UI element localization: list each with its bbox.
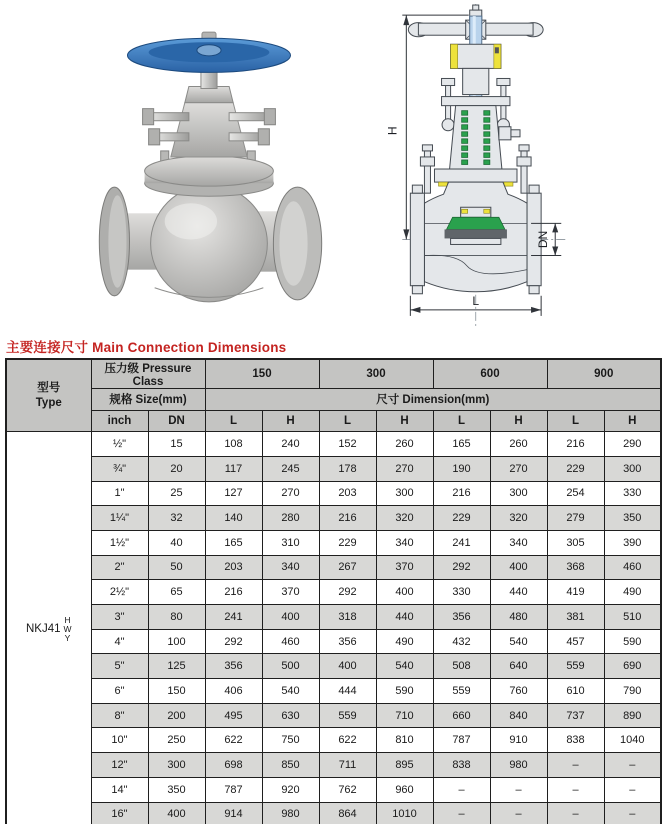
table-cell: 1040: [604, 728, 661, 753]
table-cell: 165: [205, 530, 262, 555]
table-cell: 559: [319, 703, 376, 728]
table-cell: 229: [319, 530, 376, 555]
header-row-3: [6, 410, 661, 432]
yoke-photo: [143, 64, 276, 157]
table-cell: 710: [376, 703, 433, 728]
table-cell: 622: [319, 728, 376, 753]
col-l-300: L: [319, 410, 376, 432]
table-cell: 381: [547, 605, 604, 630]
packing-chamber: [450, 106, 520, 169]
table-cell: 432: [433, 629, 490, 654]
table-cell: 510: [604, 605, 661, 630]
table-cell: 300: [376, 481, 433, 506]
table-cell: 50: [148, 555, 205, 580]
table-row: [6, 481, 661, 506]
table-cell: 910: [490, 728, 547, 753]
table-cell: 980: [262, 802, 319, 824]
table-cell: 20: [148, 456, 205, 481]
table-cell: 356: [433, 605, 490, 630]
table-cell: 590: [604, 629, 661, 654]
table-cell: 760: [490, 679, 547, 704]
table-cell: 260: [490, 432, 547, 457]
table-cell: 178: [319, 456, 376, 481]
class-600-header: 600: [433, 359, 547, 389]
table-cell: –: [547, 753, 604, 778]
valve-drawing: [368, 0, 670, 332]
dim-h-label: H: [385, 126, 400, 136]
handwheel-photo: [127, 32, 290, 72]
table-cell: 980: [490, 753, 547, 778]
table-cell: 838: [433, 753, 490, 778]
table-cell: 216: [205, 580, 262, 605]
table-cell: 229: [547, 456, 604, 481]
table-cell: 12": [91, 753, 148, 778]
table-cell: 245: [262, 456, 319, 481]
table-cell: 840: [490, 703, 547, 728]
table-cell: 4": [91, 629, 148, 654]
table-cell: –: [604, 753, 661, 778]
table-cell: 340: [262, 555, 319, 580]
table-cell: 400: [148, 802, 205, 824]
table-row: [6, 654, 661, 679]
table-cell: 292: [433, 555, 490, 580]
table-cell: 890: [604, 703, 661, 728]
table-cell: –: [547, 777, 604, 802]
table-cell: 444: [319, 679, 376, 704]
table-cell: 290: [604, 432, 661, 457]
table-cell: 300: [604, 456, 661, 481]
table-row: [6, 456, 661, 481]
table-cell: 300: [490, 481, 547, 506]
table-cell: 440: [376, 605, 433, 630]
table-cell: 340: [490, 530, 547, 555]
table-cell: 65: [148, 580, 205, 605]
table-cell: 203: [319, 481, 376, 506]
table-cell: 216: [547, 432, 604, 457]
table-cell: 500: [262, 654, 319, 679]
col-l-600: L: [433, 410, 490, 432]
table-cell: 495: [205, 703, 262, 728]
table-cell: –: [547, 802, 604, 824]
table-cell: 140: [205, 506, 262, 531]
table-row: [6, 506, 661, 531]
table-cell: 310: [262, 530, 319, 555]
table-cell: 460: [262, 629, 319, 654]
table-cell: 14": [91, 777, 148, 802]
table-cell: 216: [319, 506, 376, 531]
table-cell: 390: [604, 530, 661, 555]
class-900-header: 900: [547, 359, 661, 389]
table-cell: 270: [262, 481, 319, 506]
table-cell: 490: [604, 580, 661, 605]
table-cell: 640: [490, 654, 547, 679]
table-cell: 787: [205, 777, 262, 802]
table-cell: 190: [433, 456, 490, 481]
dim-dn-label: DN: [536, 230, 551, 249]
table-cell: 400: [376, 580, 433, 605]
table-cell: 540: [262, 679, 319, 704]
table-cell: –: [433, 777, 490, 802]
col-inch: inch: [91, 410, 148, 432]
col-l-150: L: [205, 410, 262, 432]
table-cell: 914: [205, 802, 262, 824]
table-cell: 356: [319, 629, 376, 654]
table-cell: 10": [91, 728, 148, 753]
table-cell: 460: [604, 555, 661, 580]
valve-drawing-svg: [368, 0, 670, 332]
dimensions-table: [5, 358, 662, 824]
table-cell: 559: [433, 679, 490, 704]
table-cell: 630: [262, 703, 319, 728]
table-cell: 279: [547, 506, 604, 531]
table-cell: 787: [433, 728, 490, 753]
table-cell: 6": [91, 679, 148, 704]
table-cell: 350: [148, 777, 205, 802]
table-cell: 305: [547, 530, 604, 555]
table-row: [6, 580, 661, 605]
table-cell: 330: [604, 481, 661, 506]
figures-section: [0, 0, 670, 334]
table-cell: 260: [376, 432, 433, 457]
table-cell: 32: [148, 506, 205, 531]
col-h-300: H: [376, 410, 433, 432]
table-cell: 350: [604, 506, 661, 531]
table-cell: 292: [205, 629, 262, 654]
table-cell: 3": [91, 605, 148, 630]
table-cell: 750: [262, 728, 319, 753]
table-cell: 165: [433, 432, 490, 457]
table-cell: 368: [547, 555, 604, 580]
col-h-900: H: [604, 410, 661, 432]
table-cell: –: [490, 777, 547, 802]
table-row: [6, 555, 661, 580]
table-cell: 40: [148, 530, 205, 555]
table-cell: 125: [148, 654, 205, 679]
table-row: [6, 703, 661, 728]
pressure-class-header: 压力级 Pressure Class: [91, 359, 205, 389]
table-cell: 660: [433, 703, 490, 728]
table-cell: –: [490, 802, 547, 824]
table-row: [6, 530, 661, 555]
table-cell: 850: [262, 753, 319, 778]
table-cell: 711: [319, 753, 376, 778]
col-l-900: L: [547, 410, 604, 432]
table-cell: 300: [148, 753, 205, 778]
type-model-suffixes: H W Y: [63, 614, 72, 643]
table-cell: 254: [547, 481, 604, 506]
table-cell: 400: [262, 605, 319, 630]
table-cell: 540: [376, 654, 433, 679]
table-cell: 406: [205, 679, 262, 704]
table-cell: 419: [547, 580, 604, 605]
type-header: [6, 359, 91, 432]
table-cell: 1010: [376, 802, 433, 824]
col-h-150: H: [262, 410, 319, 432]
table-cell: 2½": [91, 580, 148, 605]
table-row: [6, 679, 661, 704]
valve-photo-svg: [84, 4, 336, 326]
table-cell: 508: [433, 654, 490, 679]
table-cell: 229: [433, 506, 490, 531]
table-cell: 5": [91, 654, 148, 679]
table-cell: 15: [148, 432, 205, 457]
table-cell: 920: [262, 777, 319, 802]
table-cell: 490: [376, 629, 433, 654]
table-cell: 370: [262, 580, 319, 605]
table-cell: 250: [148, 728, 205, 753]
table-cell: ¾": [91, 456, 148, 481]
table-cell: –: [433, 802, 490, 824]
table-cell: 320: [490, 506, 547, 531]
table-row: [6, 629, 661, 654]
valve-body-photo: [99, 183, 321, 302]
table-cell: 1¼": [91, 506, 148, 531]
class-150-header: 150: [205, 359, 319, 389]
dim-l-label: L: [472, 293, 480, 308]
table-cell: 356: [205, 654, 262, 679]
table-cell: 864: [319, 802, 376, 824]
type-model-code: NKJ41: [25, 623, 61, 636]
table-cell: 810: [376, 728, 433, 753]
table-row: [6, 753, 661, 778]
table-cell: 100: [148, 629, 205, 654]
table-cell: 270: [490, 456, 547, 481]
table-cell: 1½": [91, 530, 148, 555]
table-cell: 241: [205, 605, 262, 630]
type-model-cell: [6, 432, 91, 824]
dimension-header: 尺寸 Dimension(mm): [205, 389, 661, 411]
table-cell: 241: [433, 530, 490, 555]
table-cell: –: [604, 802, 661, 824]
table-cell: 737: [547, 703, 604, 728]
table-cell: 152: [319, 432, 376, 457]
table-row: [6, 605, 661, 630]
table-cell: 270: [376, 456, 433, 481]
table-cell: 25: [148, 481, 205, 506]
type-header-zh: 型号: [37, 382, 61, 395]
table-cell: 540: [490, 629, 547, 654]
table-cell: 698: [205, 753, 262, 778]
yoke-bushing: [451, 44, 501, 94]
table-cell: –: [604, 777, 661, 802]
table-cell: 292: [319, 580, 376, 605]
table-cell: 2": [91, 555, 148, 580]
table-cell: 838: [547, 728, 604, 753]
table-cell: 108: [205, 432, 262, 457]
table-cell: 203: [205, 555, 262, 580]
table-cell: 267: [319, 555, 376, 580]
section-heading: 主要连接尺寸 Main Connection Dimensions: [6, 340, 287, 355]
table-cell: 440: [490, 580, 547, 605]
table-cell: 610: [547, 679, 604, 704]
valve-photo: [84, 4, 336, 326]
table-cell: 960: [376, 777, 433, 802]
table-row: [6, 432, 661, 457]
table-row: [6, 802, 661, 824]
table-cell: 480: [490, 605, 547, 630]
table-row: [6, 728, 661, 753]
table-cell: 80: [148, 605, 205, 630]
class-300-header: 300: [319, 359, 433, 389]
table-cell: ½": [91, 432, 148, 457]
table-row: [6, 777, 661, 802]
table-cell: 690: [604, 654, 661, 679]
table-cell: 1": [91, 481, 148, 506]
header-row-1: [6, 359, 661, 389]
type-header-en: Type: [35, 396, 62, 409]
table-cell: 559: [547, 654, 604, 679]
table-cell: 318: [319, 605, 376, 630]
table-cell: 280: [262, 506, 319, 531]
table-cell: 200: [148, 703, 205, 728]
table-cell: 400: [490, 555, 547, 580]
table-cell: 340: [376, 530, 433, 555]
size-header: 规格 Size(mm): [91, 389, 205, 411]
col-h-600: H: [490, 410, 547, 432]
table-cell: 762: [319, 777, 376, 802]
header-row-2: [6, 389, 661, 411]
table-cell: 320: [376, 506, 433, 531]
table-cell: 590: [376, 679, 433, 704]
table-cell: 240: [262, 432, 319, 457]
table-cell: 117: [205, 456, 262, 481]
table-cell: 8": [91, 703, 148, 728]
table-cell: 895: [376, 753, 433, 778]
table-cell: 127: [205, 481, 262, 506]
table-cell: 457: [547, 629, 604, 654]
table-cell: 400: [319, 654, 376, 679]
table-cell: 622: [205, 728, 262, 753]
table-cell: 150: [148, 679, 205, 704]
col-dn: DN: [148, 410, 205, 432]
table-cell: 790: [604, 679, 661, 704]
table-cell: 216: [433, 481, 490, 506]
table-cell: 370: [376, 555, 433, 580]
table-cell: 330: [433, 580, 490, 605]
table-cell: 16": [91, 802, 148, 824]
table-body: [6, 432, 661, 824]
